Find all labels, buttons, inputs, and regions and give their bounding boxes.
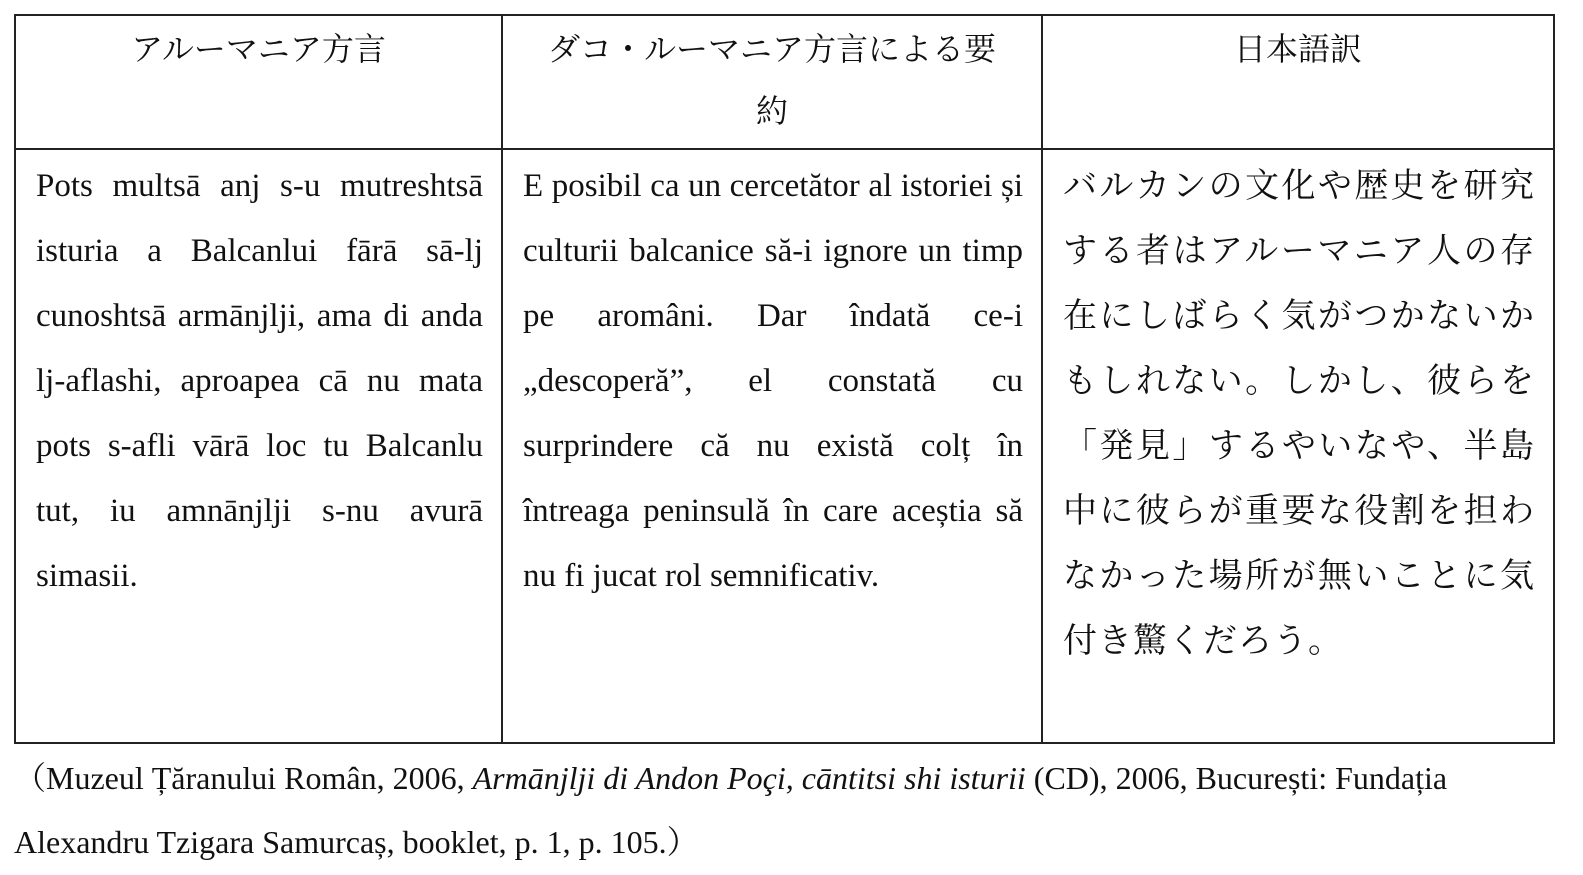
aromanian-text: Pots multsā anj s-u mutreshtsā isturia a Balcanlui fārā sā-lj cunoshtsā armānjlji, ama di anda lj-aflashi, aproapea cā nu mata pots s-afli vārā loc tu Balcanlu tut, iu amnānjlji s-nu avurā simasii. [36, 168, 483, 594]
japanese-text: バルカンの文化や歴史を研究する者はアルーマニア人の存在にしばらく気がつかないかもしれない。しかし、彼らを「発見」するやいなや、半島中に彼らが重要な役割を担わなかった場所が無いことに気付き驚くだろう。 [1063, 168, 1535, 660]
cell-japanese [1042, 149, 1554, 743]
table-row [15, 149, 1554, 743]
header-aromanian: アルーマニア方言 [15, 15, 502, 149]
romanian-text: E posibil ca un cercetător al istoriei și culturii balcanice să-i ignore un timp pe aromâni. Dar îndată ce-i „descoperă”, el constată cu surprindere că nu există colț în întreaga peninsulă în care aceștia să nu fi jucat rol semnificativ. [523, 168, 1023, 594]
header-romanian: ダコ・ルーマニア方言による要約 [502, 15, 1042, 149]
translation-table [14, 14, 1555, 744]
citation-title: Armānjlji di Andon Poçi, cāntitsi shi isturii [472, 760, 1026, 796]
table-header-row [15, 15, 1554, 149]
header-japanese: 日本語訳 [1042, 15, 1554, 149]
cell-romanian [502, 149, 1042, 743]
citation [14, 746, 1559, 874]
citation-open: （Muzeul Țăranului Român, 2006, [14, 760, 473, 796]
citation-rest: (CD), 2006, București: Fundația Alexandru Tzigara Samurcaș, booklet, p. 1, p. 105.） [14, 760, 1448, 860]
cell-aromanian [15, 149, 502, 743]
